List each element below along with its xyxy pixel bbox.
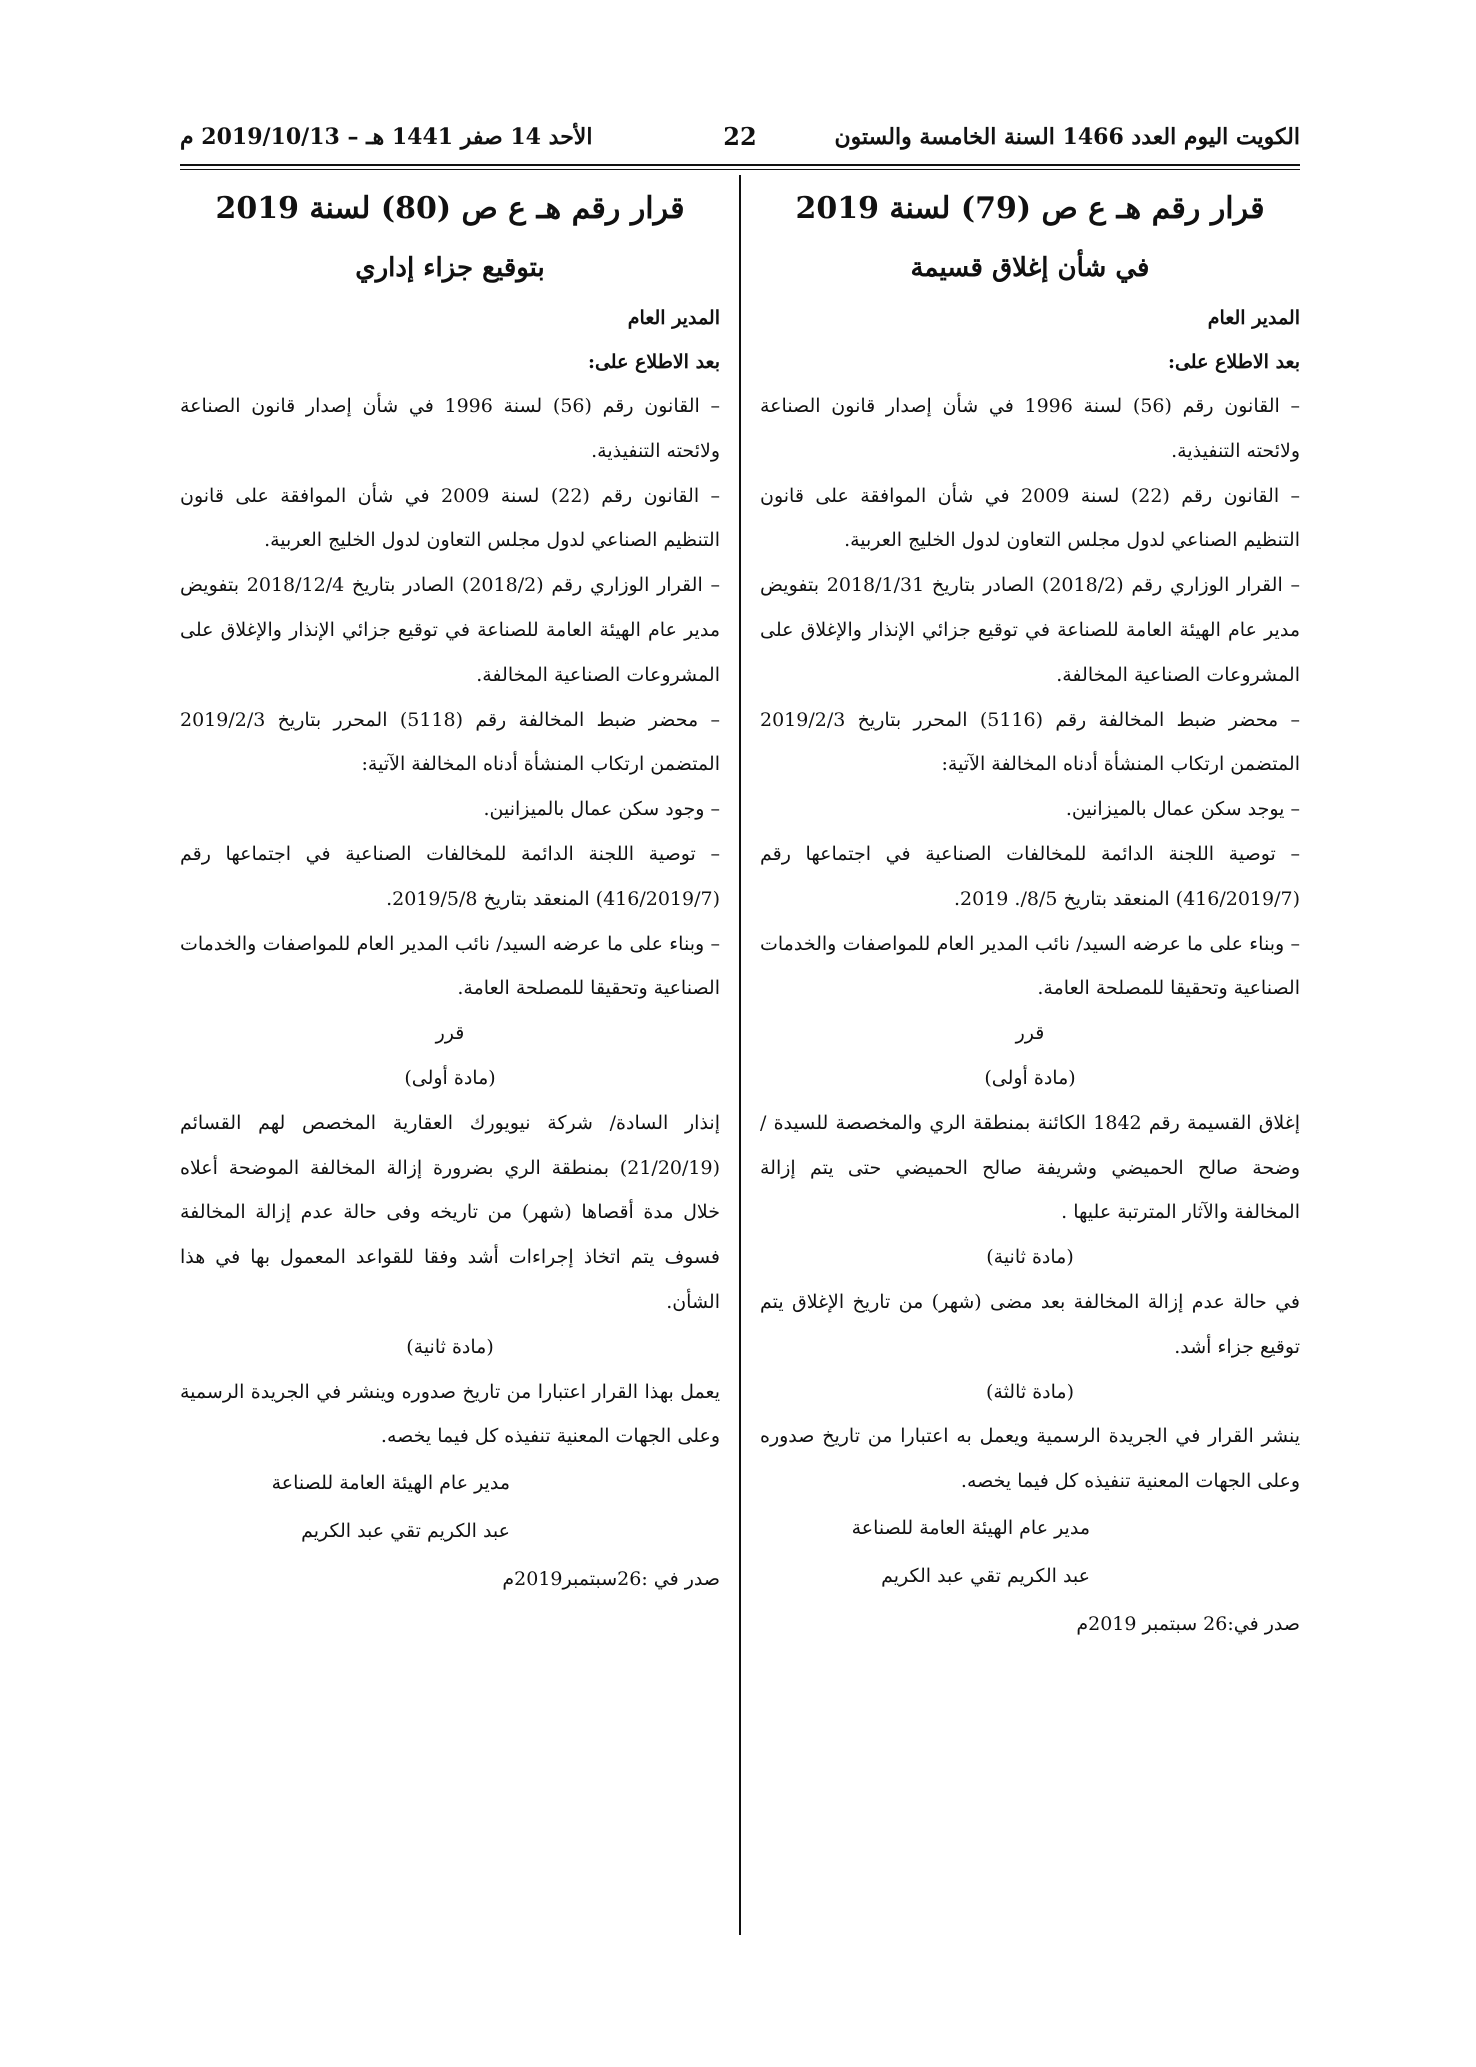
signatory-title: مدير عام الهيئة العامة للصناعة xyxy=(271,1472,510,1495)
preamble-intro: بعد الاطلاع على: xyxy=(1167,351,1300,373)
reference-proposal: – وبناء على ما عرضه السيد/ نائب المدير العام للمواصفات والخدمات الصناعية وتحقيقا للمصلحة العامة. xyxy=(760,932,1300,1000)
violation-item: – وجود سكن عمال بالميزانين. xyxy=(483,798,720,821)
decision-title: قرار رقم هـ ع ص (80) لسنة 2019 xyxy=(215,191,685,226)
decision-subtitle: بتوقيع جزاء إداري xyxy=(355,253,545,283)
issue-date-line: صدر في :26سبتمبر2019م xyxy=(502,1568,720,1591)
article-2-text: يعمل بهذا القرار اعتبارا من تاريخ صدوره وينشر في الجريدة الرسمية وعلى الجهات المعنية تنفيذه كل فيما يخصه. xyxy=(180,1380,720,1448)
article-3-text: ينشر القرار في الجريدة الرسمية ويعمل به اعتبارا من تاريخ صدوره وعلى الجهات المعنية تنفيذه كل فيما يخصه. xyxy=(760,1425,1300,1493)
article-2-heading: (مادة ثانية) xyxy=(406,1335,494,1358)
page-header xyxy=(180,120,1300,164)
article-1-text: إغلاق القسيمة رقم 1842 الكائنة بمنطقة الري والمخصصة للسيدة / وضحة صالح الحميضي وشريفة صالح الحميضي حتى يتم إزالة المخالفة والآثار المترتبة عليها . xyxy=(760,1111,1300,1224)
decided-heading: قرر xyxy=(435,1022,465,1045)
violation-item: – يوجد سكن عمال بالميزانين. xyxy=(1065,798,1300,821)
preamble-intro: بعد الاطلاع على: xyxy=(587,351,720,373)
decided-heading: قرر xyxy=(1015,1022,1045,1045)
article-2-heading: (مادة ثانية) xyxy=(986,1246,1074,1269)
reference-violation-report: – محضر ضبط المخالفة رقم (5118) المحرر بتاريخ 2019/2/3 المتضمن ارتكاب المنشأة أدناه المخالفة الآتية: xyxy=(180,708,720,776)
header-rule-thin xyxy=(180,169,1300,170)
issuer: المدير العام xyxy=(1207,307,1300,329)
reference-law-22: – القانون رقم (22) لسنة 2009 في شأن الموافقة على قانون التنظيم الصناعي لدول مجلس التعاون لدول الخليج العربية. xyxy=(180,484,720,552)
page-number: 22 xyxy=(723,122,757,151)
reference-law-56: – القانون رقم (56) لسنة 1996 في شأن إصدار قانون الصناعة ولائحته التنفيذية. xyxy=(180,395,720,462)
gazette-issue-info: الكويت اليوم العدد 1466 السنة الخامسة والستون xyxy=(834,124,1300,150)
reference-law-56: – القانون رقم (56) لسنة 1996 في شأن إصدار قانون الصناعة ولائحته التنفيذية. xyxy=(760,395,1300,462)
decision-subtitle: في شأن إغلاق قسيمة xyxy=(910,253,1150,283)
article-1-heading: (مادة أولى) xyxy=(404,1066,496,1089)
reference-violation-report: – محضر ضبط المخالفة رقم (5116) المحرر بتاريخ 2019/2/3 المتضمن ارتكاب المنشأة أدناه المخالفة الآتية: xyxy=(760,708,1300,776)
reference-committee: – توصية اللجنة الدائمة للمخالفات الصناعية في اجتماعها رقم (416/2019/7) المنعقد بتاريخ 2019/5/8. xyxy=(180,842,720,910)
signatory-name: عبد الكريم تقي عبد الكريم xyxy=(301,1520,510,1543)
decision-80 xyxy=(180,178,720,1603)
decision-79 xyxy=(760,178,1300,1648)
issue-date: الأحد 14 صفر 1441 هـ – 2019/10/13 م xyxy=(180,124,593,150)
decision-title: قرار رقم هـ ع ص (79) لسنة 2019 xyxy=(795,191,1265,226)
reference-committee: – توصية اللجنة الدائمة للمخالفات الصناعية في اجتماعها رقم (416/2019/7) المنعقد بتاريخ 8/5/. 2019. xyxy=(760,842,1300,910)
reference-ministerial-decision: – القرار الوزاري رقم (2018/2) الصادر بتاريخ 2018/12/4 بتفويض مدير عام الهيئة العامة للصناعة في توقيع جزائي الإنذار والإغلاق على المشروعات الصناعية المخالفة. xyxy=(180,574,720,686)
header-rule xyxy=(180,164,1300,166)
article-2-text: في حالة عدم إزالة المخالفة بعد مضى (شهر) من تاريخ الإغلاق يتم توقيع جزاء أشد. xyxy=(760,1290,1300,1358)
article-1-heading: (مادة أولى) xyxy=(984,1066,1076,1089)
issuer: المدير العام xyxy=(627,307,720,329)
signatory-name: عبد الكريم تقي عبد الكريم xyxy=(881,1564,1090,1587)
issue-date-line: صدر في:26 سبتمبر 2019م xyxy=(1076,1612,1300,1635)
reference-ministerial-decision: – القرار الوزاري رقم (2018/2) الصادر بتاريخ 2018/1/31 بتفويض مدير عام الهيئة العامة للصناعة في توقيع جزائي الإنذار والإغلاق على المشروعات الصناعية المخالفة. xyxy=(760,574,1300,686)
reference-law-22: – القانون رقم (22) لسنة 2009 في شأن الموافقة على قانون التنظيم الصناعي لدول مجلس التعاون لدول الخليج العربية. xyxy=(760,484,1300,552)
article-1-text: إنذار السادة/ شركة نيويورك العقارية المخصص لهم القسائم (21/20/19) بمنطقة الري بضرورة إزالة المخالفة الموضحة أعلاه خلال مدة أقصاها (شهر) من تاريخه وفى حالة عدم إزالة المخالفة فسوف يتم اتخاذ إجراءات أشد وفقا للقواعد المعمول بها في هذا الشأن. xyxy=(180,1111,720,1313)
signatory-title: مدير عام الهيئة العامة للصناعة xyxy=(851,1516,1090,1539)
article-3-heading: (مادة ثالثة) xyxy=(985,1380,1075,1403)
column-divider xyxy=(739,175,741,1935)
reference-proposal: – وبناء على ما عرضه السيد/ نائب المدير العام للمواصفات والخدمات الصناعية وتحقيقا للمصلحة العامة. xyxy=(180,932,720,1000)
